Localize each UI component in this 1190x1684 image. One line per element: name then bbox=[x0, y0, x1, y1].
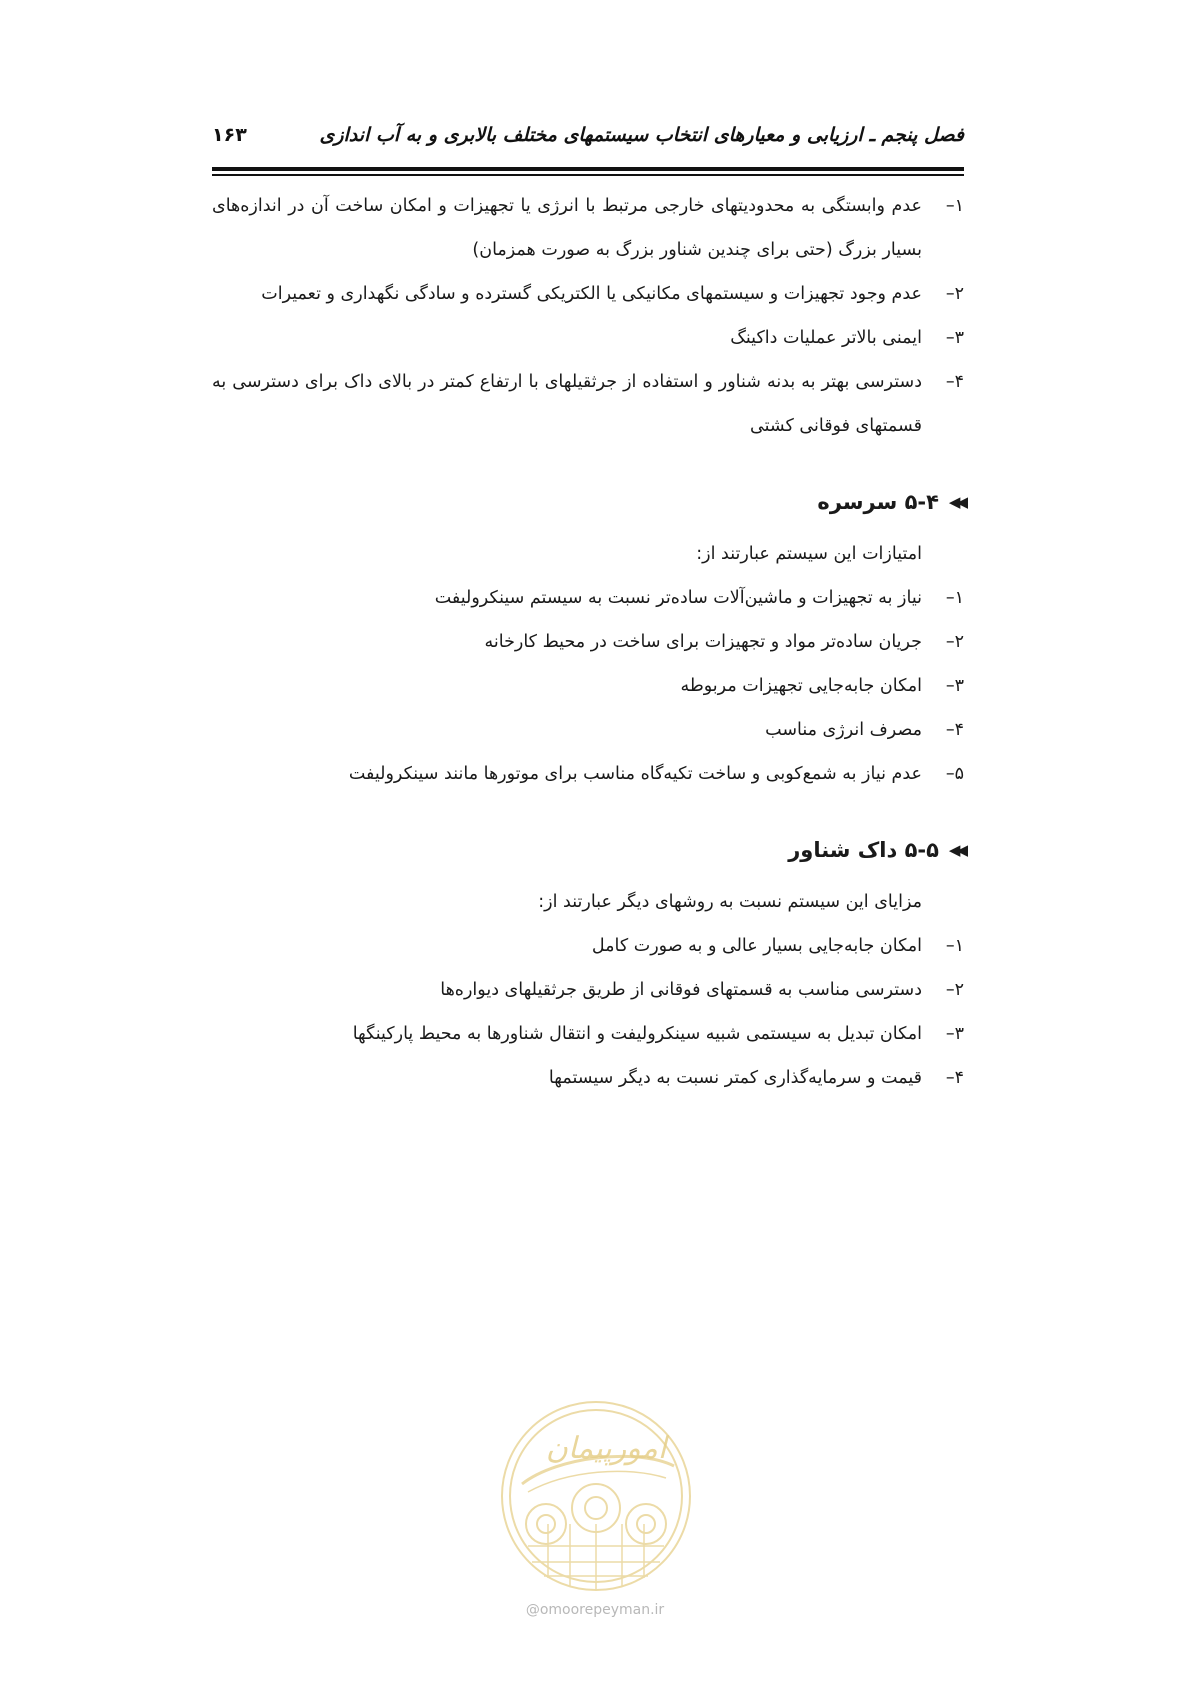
list-item-number: ۳– bbox=[945, 1024, 964, 1044]
list-item-number: ۱– bbox=[945, 588, 964, 608]
list-item-text: عدم وابستگی به محدودیتهای خارجی مرتبط با انرژی یا تجهیزات و امکان ساخت آن در اندازه‌های بسیار بزرگ (حتی برای چندین شناور بزرگ به صورت همزمان) bbox=[212, 196, 922, 260]
list-item-text: امکان جابه‌جایی بسیار عالی و به صورت کامل bbox=[591, 936, 922, 956]
list-item-number: ۳– bbox=[945, 676, 964, 696]
page-number: ۱۶۳ bbox=[212, 124, 247, 146]
list-item-text: عدم نیاز به شمع‌کوبی و ساخت تکیه‌گاه مناسب برای موتورها مانند سینکرولیفت bbox=[348, 764, 922, 784]
list-item bbox=[212, 752, 964, 796]
list-item bbox=[212, 272, 964, 316]
list-item-number: ۲– bbox=[945, 632, 964, 652]
running-header bbox=[212, 124, 964, 160]
section-intro: مزایای این سیستم نسبت به روشهای دیگر عبارتند از: bbox=[538, 892, 922, 912]
page-content bbox=[212, 184, 964, 1100]
list-item-text: امکان تبدیل به سیستمی شبیه سینکرولیفت و انتقال شناورها به محیط پارکینگها bbox=[352, 1024, 922, 1044]
list-item bbox=[212, 316, 964, 360]
list-item-number: ۴– bbox=[945, 372, 964, 392]
list-item-text: ایمنی بالاتر عملیات داکینگ bbox=[730, 328, 922, 348]
list-item-number: ۲– bbox=[945, 284, 964, 304]
list-item bbox=[212, 664, 964, 708]
advantages-list-3 bbox=[212, 924, 964, 1100]
list-item-text: مصرف انرژی مناسب bbox=[765, 720, 922, 740]
list-item bbox=[212, 576, 964, 620]
list-item bbox=[212, 184, 964, 272]
header-rule-thin bbox=[212, 174, 964, 176]
list-item-text: دسترسی بهتر به بدنه شناور و استفاده از جرثقیلهای با ارتفاع کمتر در بالای داک برای دسترسی به قسمتهای فوقانی کشتی bbox=[212, 372, 922, 436]
list-item bbox=[212, 1056, 964, 1100]
watermark-logo-icon bbox=[488, 1396, 704, 1596]
list-item-text: عدم وجود تجهیزات و سیستمهای مکانیکی یا الکتریکی گسترده و سادگی نگهداری و تعمیرات bbox=[261, 284, 922, 304]
list-item bbox=[212, 924, 964, 968]
list-item-number: ۴– bbox=[945, 1068, 964, 1088]
section-heading-text: ۵-۴ سرسره bbox=[817, 490, 939, 514]
list-item bbox=[212, 1012, 964, 1056]
section-heading-floating-dock bbox=[212, 830, 964, 870]
double-arrow-marker-icon: ◀◀ bbox=[948, 493, 964, 511]
list-item-number: ۱– bbox=[945, 196, 964, 216]
list-item-text: امکان جابه‌جایی تجهیزات مربوطه bbox=[680, 676, 922, 696]
header-rule-thick bbox=[212, 167, 964, 171]
section-intro: امتیازات این سیستم عبارتند از: bbox=[696, 544, 922, 564]
section-heading-slipway bbox=[212, 482, 964, 522]
chapter-title: فصل پنجم ـ ارزیابی و معیارهای انتخاب سیستمهای مختلف بالابری و به آب اندازی bbox=[319, 124, 964, 146]
advantages-list-2 bbox=[212, 576, 964, 796]
list-item bbox=[212, 360, 964, 448]
list-item-number: ۳– bbox=[945, 328, 964, 348]
watermark-url: @omoorepeyman.ir bbox=[525, 1602, 665, 1618]
list-item-number: ۱– bbox=[945, 936, 964, 956]
advantages-list-1 bbox=[212, 184, 964, 448]
list-item bbox=[212, 968, 964, 1012]
list-item-text: قیمت و سرمایه‌گذاری کمتر نسبت به دیگر سیستمها bbox=[548, 1068, 922, 1088]
list-item-number: ۵– bbox=[945, 764, 964, 784]
watermark-logo-text: امورپیمان bbox=[545, 1431, 667, 1466]
list-item-text: دسترسی مناسب به قسمتهای فوقانی از طریق جرثقیلهای دیواره‌ها bbox=[440, 980, 922, 1000]
list-item bbox=[212, 620, 964, 664]
list-item-text: جریان ساده‌تر مواد و تجهیزات برای ساخت در محیط کارخانه bbox=[484, 632, 922, 652]
list-item-number: ۲– bbox=[945, 980, 964, 1000]
list-item-number: ۴– bbox=[945, 720, 964, 740]
list-item-text: نیاز به تجهیزات و ماشین‌آلات ساده‌تر نسبت به سیستم سینکرولیفت bbox=[434, 588, 922, 608]
double-arrow-marker-icon: ◀◀ bbox=[948, 841, 964, 859]
section-heading-text: ۵-۵ داک شناور bbox=[788, 838, 939, 862]
list-item bbox=[212, 708, 964, 752]
